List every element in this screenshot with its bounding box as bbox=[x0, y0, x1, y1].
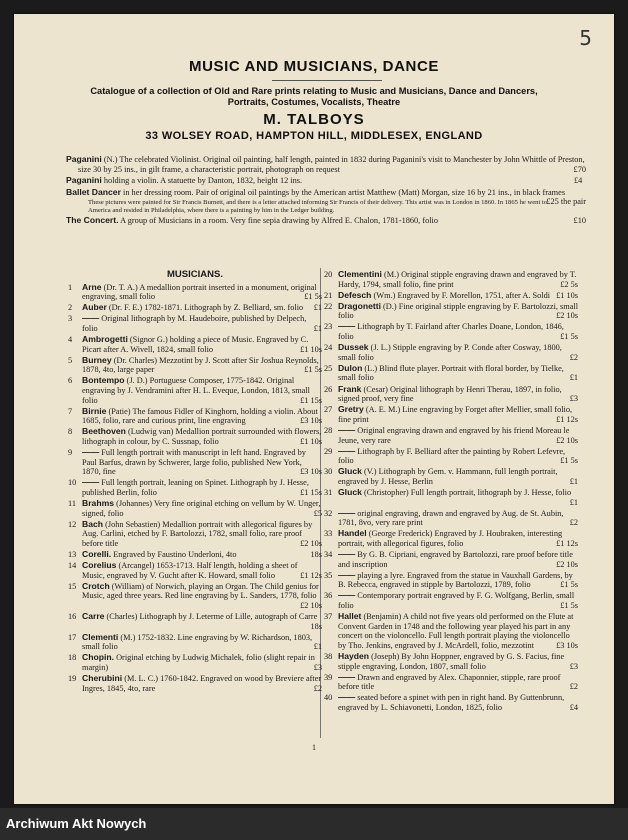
entry-name: Corelli. bbox=[82, 549, 112, 560]
entry-number: 29 bbox=[324, 446, 333, 456]
entry-name: —— bbox=[338, 569, 356, 580]
entry-number: 39 bbox=[324, 672, 333, 682]
entry-description: (Dr. T. A.) A medallion portrait inserted in a monument, original engraving, small folio bbox=[82, 282, 317, 302]
entry-price: £1 5s bbox=[560, 580, 578, 590]
catalogue-entry bbox=[324, 447, 578, 466]
entry-name: Gretry bbox=[338, 404, 364, 415]
entry-number: 38 bbox=[324, 651, 333, 661]
entry-description: (Cesar) Original lithograph by Henri Therau, 1897, in folio, signed proof, very fine bbox=[338, 384, 562, 404]
entry-number: 10 bbox=[68, 478, 77, 488]
entry-description: (Dr. F. E.) 1782-1871. Lithograph by Z. Belliard, sm. folio bbox=[108, 303, 304, 313]
catalogue-entry bbox=[324, 550, 578, 569]
entry-description: (Dr. Charles) Mezzotint by J. Scott after Sir Joshua Reynolds, 1878, 4to, large paper bbox=[82, 355, 319, 375]
catalogue-entry bbox=[68, 335, 322, 354]
entry-name: Beethoven bbox=[82, 426, 126, 437]
entry-description: (Arcangel) 1653-1713. Half length, holding a sheet of Music, engraved by V. Gucht after K. Howard, small folio bbox=[82, 561, 298, 580]
right-entry-list bbox=[324, 270, 578, 713]
entry-price: £1 12s bbox=[300, 570, 322, 580]
entry-number: 17 bbox=[68, 632, 77, 642]
entry-name: Dussek bbox=[338, 342, 369, 353]
catalogue-entry bbox=[324, 343, 578, 362]
catalogue-entry bbox=[324, 612, 578, 650]
catalogue-entry bbox=[324, 322, 578, 341]
entry-number: 33 bbox=[324, 529, 333, 539]
entry-name: Bach bbox=[82, 518, 104, 529]
entry-name: Corelius bbox=[82, 560, 117, 571]
entry-price: £3 bbox=[313, 663, 322, 673]
catalogue-page bbox=[14, 14, 614, 804]
entry-price: £1 bbox=[313, 642, 322, 652]
entry-price: 18s bbox=[310, 621, 322, 631]
entry-price: £1 bbox=[313, 323, 322, 333]
entry-price: £2 5s bbox=[560, 279, 578, 289]
entry-price: £2 bbox=[569, 682, 578, 692]
subtitle-line-1: Catalogue of a collection of Old and Rare prints relating to Music and Musicians, Dance and Dancers, bbox=[90, 86, 538, 96]
catalogue-entry bbox=[324, 509, 578, 528]
entry-price: £5 bbox=[313, 508, 322, 518]
catalogue-entry bbox=[324, 571, 578, 590]
entry-number: 25 bbox=[324, 363, 333, 373]
entry-description: (J. L.) Stipple engraving by P. Conde after Cosway, 1800, small folio bbox=[338, 343, 562, 362]
entry-description: Lithograph by T. Fairland after Charles Doane, London, 1846, folio bbox=[338, 322, 564, 342]
entry-number: 6 bbox=[68, 376, 73, 386]
entry-price: £2 10s bbox=[300, 601, 322, 610]
entry-number: 5 bbox=[68, 355, 73, 365]
entry-name: Chopin. bbox=[82, 652, 114, 663]
catalogue-entry bbox=[68, 427, 322, 446]
entry-number: 31 bbox=[324, 487, 333, 497]
catalogue-entry bbox=[324, 467, 578, 486]
entry-description: Lithograph by F. Belliard after the painting by Robert Lefevre, folio bbox=[338, 446, 566, 466]
catalogue-entry bbox=[68, 582, 322, 611]
entry-price: £1 bbox=[569, 373, 578, 383]
entry-price: £1 5s bbox=[560, 456, 578, 466]
entry-number: 18 bbox=[68, 653, 77, 663]
entry-price: £2 bbox=[569, 518, 578, 528]
entry-name: Bontempo bbox=[82, 375, 125, 386]
entry-description: (Wm.) Engraved by F. Morellon, 1751, after A. Soldi bbox=[373, 290, 551, 300]
entry-name: Clementi bbox=[82, 631, 119, 642]
entry-number: 8 bbox=[68, 427, 73, 437]
entry-description: Full length portrait, leaning on Spinet. Lithograph by J. Hesse, published Berlin, folio bbox=[82, 478, 309, 497]
entry-number: 4 bbox=[68, 335, 73, 345]
entry-number: 21 bbox=[324, 290, 333, 300]
entry-name: Crotch bbox=[82, 580, 110, 591]
entry-name: Handel bbox=[338, 528, 367, 539]
catalogue-entry bbox=[324, 270, 578, 289]
entry-price: £2 bbox=[569, 352, 578, 362]
entry-number: 16 bbox=[68, 612, 77, 622]
entry-name: Gluck bbox=[338, 466, 362, 477]
featured-items bbox=[66, 155, 586, 227]
entry-price: £1 5s bbox=[560, 601, 578, 610]
entry-name: Birnie bbox=[82, 405, 107, 416]
entry-description: original engraving, drawn and engraved by Aug. de St. Aubin, 1781, 8vo, very rare print bbox=[338, 508, 564, 528]
entry-price: £1 5s bbox=[304, 292, 322, 302]
subtitle-line-2: Portraits, Costumes, Vocalists, Theatre bbox=[227, 97, 401, 107]
entry-description: (L.) Blind flute player. Portrait with floral border, by Tielke, small folio bbox=[338, 363, 564, 383]
dealer-name: M. TALBOYS bbox=[263, 111, 365, 128]
catalogue-entry bbox=[324, 488, 578, 507]
entry-price: £1 15s bbox=[300, 395, 322, 405]
entry-name: Arne bbox=[82, 281, 102, 292]
entry-name: Gluck bbox=[338, 486, 362, 497]
entry-name: —— bbox=[338, 671, 356, 682]
catalogue-entry bbox=[68, 653, 322, 672]
catalogue-entry bbox=[324, 673, 578, 692]
entry-description: Full length portrait with manuscript in left hand. Engraved by Paul Barfus, drawn by Schwerer, large folio, published New York, 1870, fine bbox=[82, 448, 306, 477]
entry-number: 30 bbox=[324, 467, 333, 477]
entry-description: Original engraving drawn and engraved by his friend Moreau le Jeune, very rare bbox=[338, 425, 570, 445]
entry-description: (M.) Original stipple engraving drawn and engraved by T. Hardy, 1794, small folio, fine print bbox=[338, 270, 577, 289]
entry-price: £2 10s bbox=[556, 311, 578, 321]
entry-price: £1 bbox=[313, 303, 322, 313]
featured-item: The Concert. A group of Musicians in a room. Very fine sepia drawing by Alfred E. Chalon, 1781-1860, folio £10 bbox=[66, 214, 586, 225]
entry-price: £3 10s bbox=[556, 640, 578, 650]
catalogue-entry bbox=[324, 591, 578, 610]
entry-name: —— bbox=[338, 549, 356, 560]
entry-description: (M.) 1752-1832. Line engraving by W. Richardson, 1803, small folio bbox=[82, 632, 313, 652]
left-entry-list bbox=[68, 283, 322, 694]
entry-number: 15 bbox=[68, 581, 77, 591]
entry-description: (George Frederick) Engraved by J. Houbraken, interesting portrait, with allegorical figures, folio bbox=[338, 529, 563, 548]
featured-item: Ballet Dancer in her dressing room. Pair of original oil paintings by the American artist Matthew (Matt) Morgan, size 16 by 21 ins., in black frames £25 the pair bbox=[66, 186, 586, 207]
entry-price: £2 10s bbox=[556, 435, 578, 445]
entry-price: £3 bbox=[569, 394, 578, 404]
entry-number: 12 bbox=[68, 519, 77, 529]
entry-description: Contemporary portrait engraved by F. G. Wolfgang, Berlin, small folio bbox=[338, 591, 575, 610]
entry-description: (Signor G.) holding a piece of Music. Engraved by C. Picart after A. Wivell, 1824, small folio bbox=[82, 335, 309, 354]
catalogue-entry bbox=[68, 376, 322, 405]
featured-item: Paganini (N.) The celebrated Violinist. Original oil painting, half length, painted in 1832 during Paganini's visit to Manchester by John Whittle of Preston, size 30 by 25 ins., in gilt frame, a characteristic portrait, photograph on request £70 bbox=[66, 154, 586, 174]
entry-name: Frank bbox=[338, 383, 362, 394]
entry-number: 22 bbox=[324, 301, 333, 311]
entry-description: (D.) Fine original stipple engraving by F. Bartolozzi, small folio bbox=[338, 301, 579, 321]
catalogue-entry bbox=[68, 303, 322, 313]
entry-description: Original etching by Ludwig Michalek, folio (slight repair in margin) bbox=[82, 653, 315, 673]
entry-description: playing a lyre. Engraved from the statue in Vauxhall Gardens, by B. Rebecca, engraved in stipple by Bartolozzi, 1789, folio bbox=[338, 570, 573, 590]
entry-name: Auber bbox=[82, 302, 107, 313]
entry-name: Dulon bbox=[338, 362, 363, 373]
entry-number: 27 bbox=[324, 405, 333, 415]
entry-number: 24 bbox=[324, 343, 333, 353]
entry-description: (Ludwig van) Medallion portrait surrounded with flowers, lithograph in colour, by C. Sussnap, folio bbox=[82, 427, 322, 446]
entry-description: (A. E. M.) Line engraving by Forget after Mellier, small folio, fine print bbox=[338, 405, 573, 424]
entry-name: —— bbox=[82, 447, 100, 458]
entry-description: (V.) Lithograph by Gem. v. Hammann, full length portrait, engraved by J. Hesse, Berlin bbox=[338, 467, 558, 486]
entry-name: —— bbox=[338, 445, 356, 456]
entry-name: —— bbox=[338, 590, 356, 601]
entry-number: 26 bbox=[324, 384, 333, 394]
entry-number: 14 bbox=[68, 561, 77, 571]
entry-name: —— bbox=[338, 321, 356, 332]
entry-name: Hayden bbox=[338, 650, 370, 661]
entry-price: £2 10s bbox=[300, 538, 322, 548]
entry-description: (John Sebastien) Medallion portrait with allegorical figures by Aug. Carlini, etched by F. Bartolozzi, 1782, small folio, rare proof before title bbox=[82, 519, 313, 548]
entry-number: 37 bbox=[324, 612, 333, 622]
catalogue-entry bbox=[68, 283, 322, 302]
entry-name: Brahms bbox=[82, 498, 114, 509]
catalogue-entry bbox=[68, 478, 322, 497]
catalogue-entry bbox=[68, 674, 322, 693]
catalogue-entry bbox=[324, 529, 578, 548]
entry-price: £1 5s bbox=[560, 332, 578, 342]
catalogue-entry bbox=[324, 302, 578, 321]
entry-price: £2 bbox=[313, 683, 322, 693]
entry-number: 9 bbox=[68, 448, 73, 458]
catalogue-entry bbox=[68, 561, 322, 580]
entry-price: £1 5s bbox=[304, 365, 322, 375]
catalogue-entry bbox=[68, 314, 322, 333]
entry-name: Hallet bbox=[338, 611, 362, 622]
catalogue-entry bbox=[68, 356, 322, 375]
entry-number: 23 bbox=[324, 322, 333, 332]
catalogue-entry bbox=[324, 291, 578, 301]
entry-number: 3 bbox=[68, 314, 73, 324]
entry-name: —— bbox=[338, 692, 356, 703]
entry-price: £1 12s bbox=[556, 414, 578, 424]
page-number: 1 bbox=[312, 743, 316, 752]
ballet-note: These pictures were painted for Sir Francis Burnett, and there is a letter attached informing Sir Francis of their delivery. This artist was in London in 1860. In 1865 he went to America and resided in Philadelphia, where there is a painting by him in the Ledger building. bbox=[88, 199, 548, 214]
handwritten-annotation: 5 bbox=[579, 26, 592, 50]
catalogue-entry bbox=[324, 405, 578, 424]
entry-number: 13 bbox=[68, 550, 77, 560]
entry-description: (Charles) Lithograph by J. Leterme of Lille, autograph of Carre bbox=[106, 612, 318, 622]
entry-description: (J. D.) Portuguese Composer, 1775-1842. Original engraving by J. Vendramini after H. L. Eveque, London, 1813, small folio bbox=[82, 376, 310, 405]
entry-name: Carre bbox=[82, 611, 105, 622]
catalogue-entry bbox=[68, 550, 322, 560]
entry-description: Drawn and engraved by Alex. Chaponnier, stipple, rare proof before title bbox=[338, 672, 561, 692]
musicians-heading: MUSICIANS. bbox=[167, 269, 223, 280]
entry-name: Burney bbox=[82, 354, 112, 365]
catalogue-entry bbox=[68, 407, 322, 426]
entry-description: (Joseph) By John Hoppner, engraved by G. S. Facius, fine stipple engraving, London, 1807, small folio bbox=[338, 651, 565, 671]
entry-price: £3 10s bbox=[300, 416, 322, 426]
entry-description: Engraved by Faustino Underloni, 4to bbox=[113, 550, 237, 560]
catalogue-entry bbox=[68, 612, 322, 631]
entry-price: £1 bbox=[569, 476, 578, 486]
entry-number: 11 bbox=[68, 499, 76, 509]
entry-price: £1 10s bbox=[556, 290, 578, 300]
catalogue-entry bbox=[324, 385, 578, 404]
entry-number: 1 bbox=[68, 282, 73, 292]
entry-number: 20 bbox=[324, 270, 333, 279]
entry-description: (Johannes) Very fine original etching on vellum by W. Unger, signed, folio bbox=[82, 499, 321, 518]
entry-description: (Patie) The famous Fidler of Kinghorn, holding a violin. About 1685, folio, rare and curious print, line engraving bbox=[82, 406, 318, 426]
catalogue-entry bbox=[324, 693, 578, 712]
title-rule bbox=[272, 80, 382, 81]
entry-name: —— bbox=[338, 507, 356, 518]
entry-number: 34 bbox=[324, 550, 333, 560]
entry-price: £1 10s bbox=[300, 344, 322, 354]
entry-price: £1 10s bbox=[300, 437, 322, 446]
entry-number: 7 bbox=[68, 406, 73, 416]
archive-footer: Archiwum Akt Nowych bbox=[0, 808, 628, 840]
subtitle bbox=[54, 86, 574, 108]
entry-price: 18s bbox=[310, 550, 322, 560]
catalogue-entry bbox=[68, 520, 322, 549]
page-title: MUSIC AND MUSICIANS, DANCE bbox=[188, 58, 440, 75]
dealer-address: 33 WOLSEY ROAD, HAMPTON HILL, MIDDLESEX, ENGLAND bbox=[145, 130, 483, 142]
entry-number: 28 bbox=[324, 425, 333, 435]
catalogue-entry bbox=[324, 426, 578, 445]
entry-description: Original lithograph by M. Haudeboire, published by Delpech, folio bbox=[82, 314, 307, 333]
entry-name: —— bbox=[82, 313, 100, 324]
entry-price: £1 15s bbox=[300, 487, 322, 497]
catalogue-entry bbox=[68, 448, 322, 477]
catalogue-entry bbox=[68, 633, 322, 652]
entry-name: —— bbox=[338, 424, 356, 435]
entry-name: Cherubini bbox=[82, 673, 123, 684]
entry-price: £4 bbox=[569, 702, 578, 712]
entry-name: Dragonetti bbox=[338, 300, 381, 311]
entry-number: 19 bbox=[68, 674, 77, 684]
entry-number: 40 bbox=[324, 693, 333, 703]
entry-name: Defesch bbox=[338, 289, 372, 300]
entry-price: £1 12s bbox=[556, 538, 578, 548]
entry-price: £3 10s bbox=[300, 467, 322, 477]
entry-price: £2 10s bbox=[556, 559, 578, 569]
entry-description: (Benjamin) A child not five years old performed on the Flute at Convent Garden in 1748 and the following year played his part in any concert on the violoncello. Full length portrait playing the violoncello by Tho. Jenkins, engraved by J. McArdell, folio, mezzotint bbox=[338, 612, 574, 650]
entry-name: Ambrogetti bbox=[82, 334, 128, 345]
left-column bbox=[68, 270, 322, 695]
entry-description: (M. L. C.) 1760-1842. Engraved on wood by Breviere after Ingres, 1845, 4to, rare bbox=[82, 674, 322, 693]
entry-description: (William) of Norwich, playing an Organ. The Child genius for Music, aged three years. Red line engraving by L. Sanders, 1778, folio bbox=[82, 581, 319, 601]
entry-price: £3 bbox=[569, 661, 578, 671]
entry-number: 35 bbox=[324, 570, 333, 580]
catalogue-entry bbox=[68, 499, 322, 518]
entry-number: 2 bbox=[68, 303, 73, 313]
entry-name: —— bbox=[82, 477, 100, 488]
entry-description: By G. B. Cipriani, engraved by Bartolozzi, rare proof before title and inscription bbox=[338, 550, 573, 569]
entry-name: Clementini bbox=[338, 269, 382, 279]
entry-description: (Christopher) Full length portrait, lithograph by J. Hesse, folio bbox=[363, 487, 572, 497]
entry-price: £1 bbox=[569, 497, 578, 507]
entry-number: 32 bbox=[324, 508, 333, 518]
featured-item: Paganini holding a violin. A statuette by Danton, 1832, height 12 ins. £4 bbox=[66, 175, 583, 186]
right-column bbox=[324, 270, 578, 714]
catalogue-entry bbox=[324, 652, 578, 671]
catalogue-entry bbox=[324, 364, 578, 383]
entry-number: 36 bbox=[324, 591, 333, 601]
entry-description: seated before a spinet with pen in right hand. By Guttenbrunn, engraved by L. Schiavonetti, London, 1825, folio bbox=[338, 693, 565, 712]
